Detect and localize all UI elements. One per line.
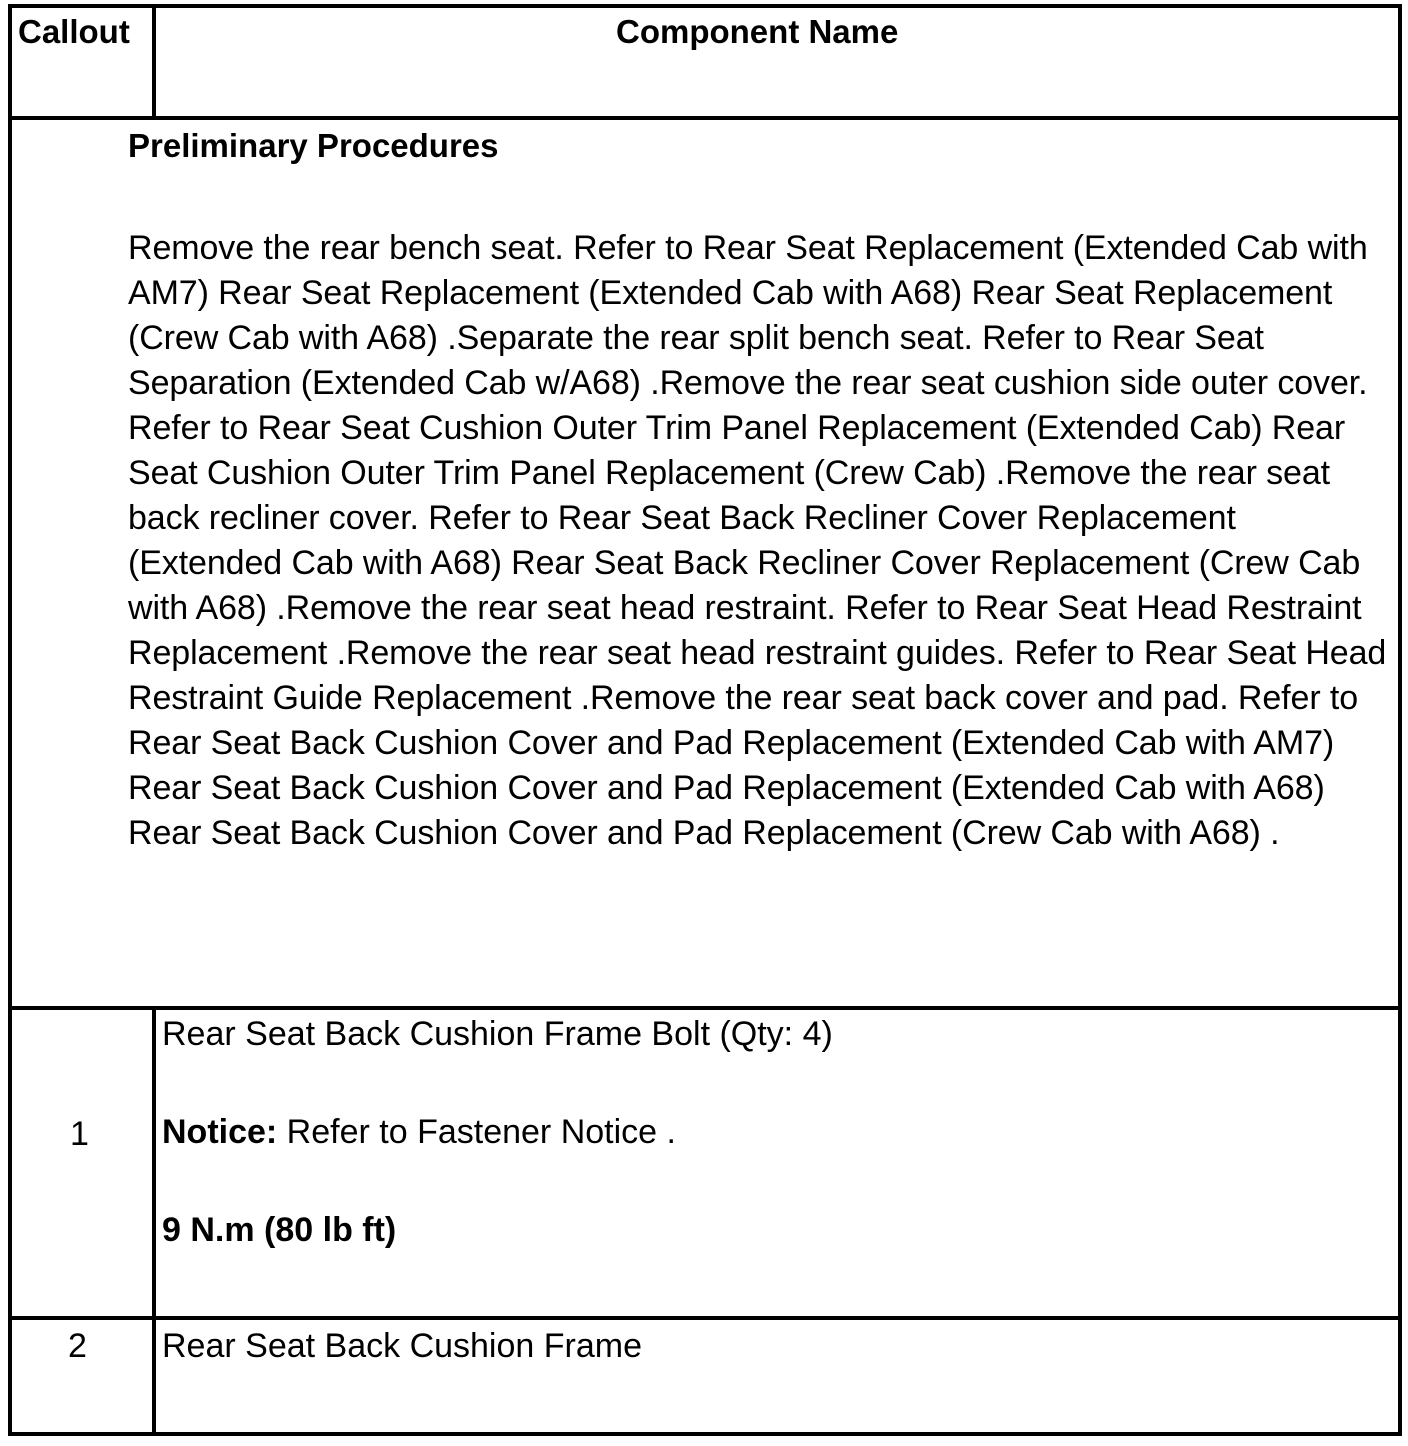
row-1-callout-cell (8, 1006, 156, 1320)
row-1-component-name: Rear Seat Back Cushion Frame Bolt (Qty: 4) (162, 1015, 833, 1053)
row-1-notice (162, 1110, 676, 1155)
preliminary-procedures-title: Preliminary Procedures (128, 127, 499, 164)
row-1-callout-number: 1 (70, 1115, 89, 1153)
row-1-torque-spec: 9 N.m (80 lb ft) (162, 1211, 397, 1249)
preliminary-procedures-text: Remove the rear bench seat. Refer to Rear Seat Replacement (Extended Cab with AM7) Rear Seat Replacement (Extended Cab with A68) Rear Seat Replacement (Crew Cab with A68) .Separate the rear split bench seat. Refer to Rear Seat Separation (Extended Cab w/A68) .Remove the rear seat cushion side outer cover. Refer to Rear Seat Cushion Outer Trim Panel Replacement (Extended Cab) Rear Seat Cushion Outer Trim Panel Replacement (Crew Cab) .Remove the rear seat back recliner cover. Refer to Rear Seat Back Recliner Cover Replacement (Extended Cab with A68) Rear Seat Back Recliner Cover Replacement (Crew Cab with A68) .Remove the rear seat head restraint. Refer to Rear Seat Head Restraint Replacement .Remove the rear seat head restraint guides. Refer to Rear Seat Head Restraint Guide Replacement .Remove the rear seat back cover and pad. Refer to Rear Seat Back Cushion Cover and Pad Replacement (Extended Cab with AM7) Rear Seat Back Cushion Cover and Pad Replacement (Extended Cab with A68) Rear Seat Back Cushion Cover and Pad Replacement (Crew Cab with A68) . (128, 229, 1387, 852)
row-2-callout-number: 2 (68, 1327, 87, 1365)
row-2-component-name: Rear Seat Back Cushion Frame (162, 1327, 642, 1365)
header-callout-label: Callout (18, 13, 130, 50)
notice-label: Notice: (162, 1113, 278, 1151)
header-component-label: Component Name (616, 13, 899, 50)
notice-text: Refer to Fastener Notice . (277, 1113, 676, 1151)
